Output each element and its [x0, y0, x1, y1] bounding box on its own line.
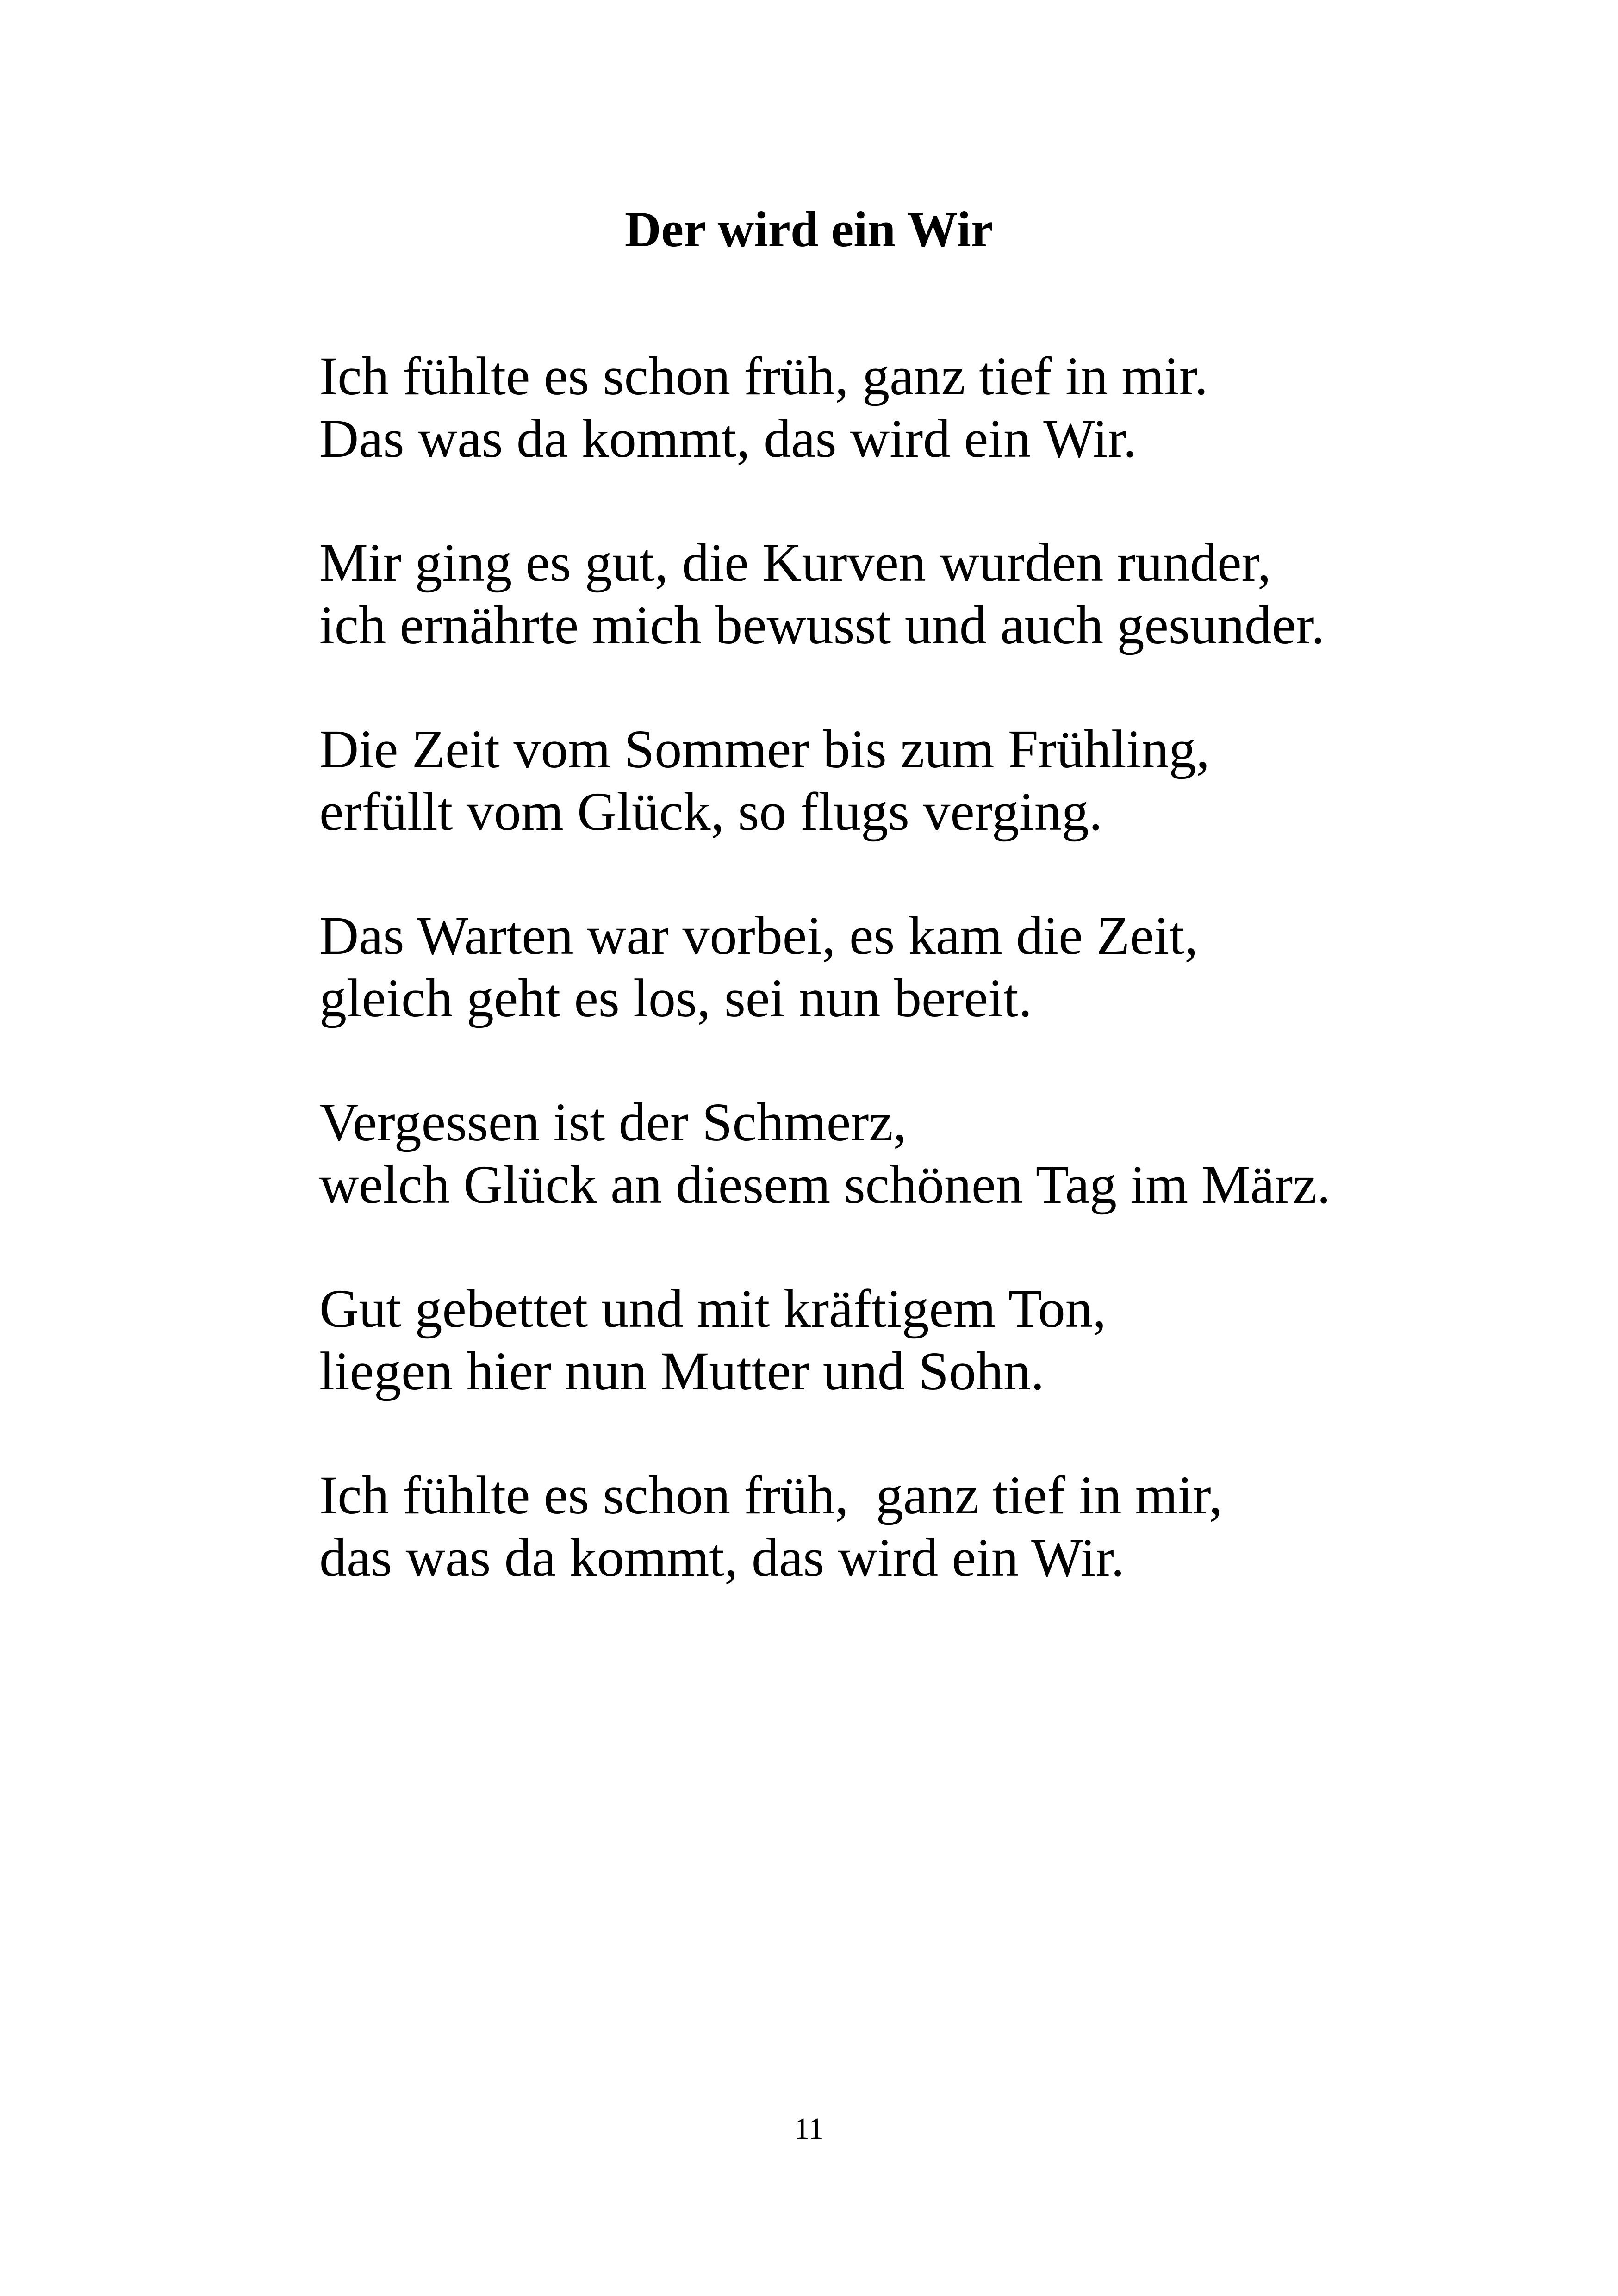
poem-body [319, 345, 1569, 1650]
poem-line: erfüllt vom Glück, so flugs verging. [319, 781, 1103, 842]
poem-line: Mir ging es gut, die Kurven wurden runder, [319, 532, 1271, 593]
stanza [319, 904, 1569, 1029]
poem-line: Ich fühlte es schon früh, ganz tief in mir, [319, 1465, 1223, 1525]
stanza [319, 345, 1569, 470]
poem-line: gleich geht es los, sei nun bereit. [319, 968, 1033, 1028]
poem-line: liegen hier nun Mutter und Sohn. [319, 1341, 1045, 1401]
poem-line: Gut gebettet und mit kräftigem Ton, [319, 1278, 1107, 1339]
poem-line: welch Glück an diesem schönen Tag im März. [319, 1154, 1331, 1215]
poem-line: Ich fühlte es schon früh, ganz tief in mir. [319, 346, 1208, 406]
stanza [319, 1091, 1569, 1216]
poem-line: Das Warten war vorbei, es kam die Zeit, [319, 905, 1198, 966]
poem-line: Das was da kommt, das wird ein Wir. [319, 408, 1137, 469]
stanza [319, 1277, 1569, 1402]
poem-line: ich ernährte mich bewusst und auch gesunder. [319, 595, 1325, 655]
stanza [319, 718, 1569, 843]
poem-line: das was da kommt, das wird ein Wir. [319, 1527, 1125, 1588]
poem-line: Vergessen ist der Schmerz, [319, 1092, 907, 1152]
stanza [319, 1464, 1569, 1589]
poem-title: Der wird ein Wir [624, 201, 994, 257]
page-number: 11 [794, 2112, 824, 2146]
poem-line: Die Zeit vom Sommer bis zum Frühling, [319, 719, 1210, 779]
stanza [319, 531, 1569, 656]
